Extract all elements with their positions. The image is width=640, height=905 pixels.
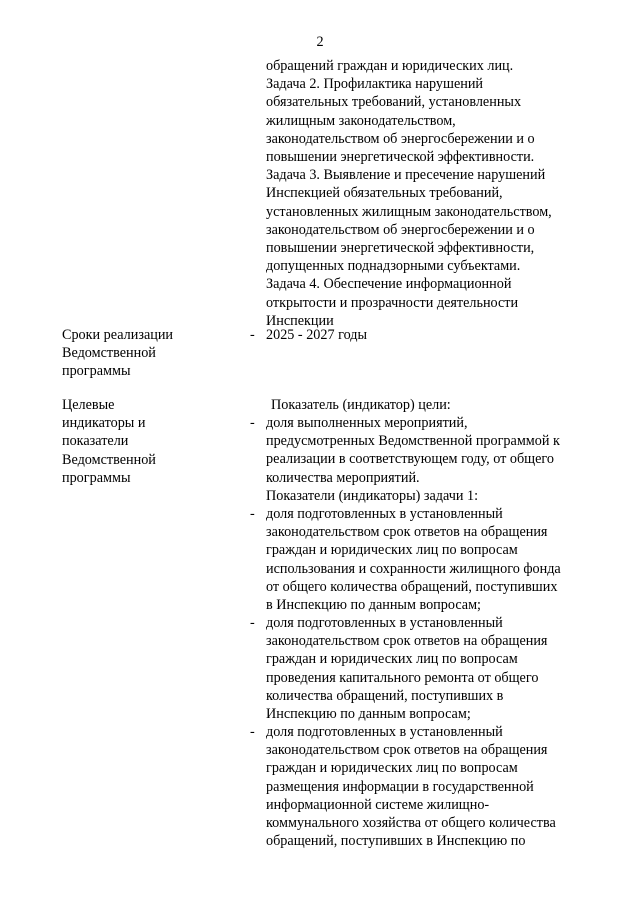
page-number: 2 [316, 34, 324, 50]
text-line: от общего количества обращений, поступивших [266, 578, 558, 595]
text-line: Инспекцию по данным вопросам; [266, 706, 471, 723]
text-line: повышении энергетической эффективности. [266, 149, 535, 166]
text-line: проведения капитального ремонта от общего [266, 669, 539, 686]
tasks-continuation [266, 57, 606, 330]
label-line: программы [62, 363, 131, 380]
task1-item-dash: - [250, 615, 255, 631]
text-line: обращений, поступивших в Инспекцию по [266, 833, 526, 850]
label-line: показатели [62, 433, 129, 450]
text-line: количества обращений, поступивших в [266, 687, 504, 704]
text-line: Показатели (индикаторы) задачи 1: [266, 488, 479, 504]
text-line: граждан и юридических лиц по вопросам [266, 760, 518, 777]
goal-heading [266, 396, 606, 414]
text-line: использования и сохранности жилищного фонда [266, 560, 561, 577]
text-line: законодательством срок ответов на обращения [266, 524, 548, 541]
label-line: программы [62, 469, 131, 486]
label-line: Ведомственной [62, 451, 156, 468]
text-line: повышении энергетической эффективности, [266, 240, 535, 257]
text-line: Инспекции [266, 312, 334, 329]
label-line: Ведомственной [62, 345, 156, 362]
text-line: открытости и прозрачности деятельности [266, 294, 519, 311]
text-line: размещения информации в государственной [266, 778, 534, 795]
text-line: Задача 2. Профилактика нарушений [266, 76, 484, 93]
terms-label [62, 326, 242, 381]
label-line: Целевые [62, 397, 115, 413]
terms-value [266, 326, 606, 344]
task1-item [266, 505, 606, 614]
text-line: коммунального хозяйства от общего количества [266, 815, 556, 832]
text-line: допущенных поднадзорными субъектами. [266, 258, 521, 275]
text-line: информационной системе жилищно- [266, 796, 490, 813]
text-line: в Инспекцию по данным вопросам; [266, 597, 482, 614]
text-line: Показатель (индикатор) цели: [271, 397, 451, 413]
text-line: Инспекцией обязательных требований, [266, 185, 503, 202]
goal-item-dash: - [250, 415, 255, 431]
text-line: законодательством срок ответов на обращения [266, 633, 548, 650]
task1-item-dash: - [250, 724, 255, 740]
text-line: законодательством срок ответов на обращения [266, 742, 548, 759]
text-line: жилищным законодательством, [266, 112, 456, 129]
text-line: предусмотренных Ведомственной программой к [266, 433, 560, 450]
text-line: Задача 4. Обеспечение информационной [266, 276, 512, 293]
text-line: доля подготовленных в установленный [266, 506, 503, 522]
label-line: индикаторы и [62, 415, 146, 432]
text-line: 2025 - 2027 годы [266, 327, 368, 343]
text-line: законодательством об энергосбережении и о [266, 130, 535, 147]
task1-item [266, 723, 606, 850]
text-line: доля подготовленных в установленный [266, 724, 503, 740]
label-line: Сроки реализации [62, 327, 174, 343]
text-line: граждан и юридических лиц по вопросам [266, 542, 518, 559]
text-line: доля выполненных мероприятий, [266, 415, 468, 431]
text-line: обращений граждан и юридических лиц. [266, 58, 514, 74]
text-line: установленных жилищным законодательством, [266, 203, 552, 220]
text-line: Задача 3. Выявление и пресечение нарушений [266, 167, 546, 184]
task1-item-dash: - [250, 506, 255, 522]
indicators-label [62, 396, 242, 487]
task1-heading [266, 487, 606, 505]
task1-item [266, 614, 606, 723]
text-line: законодательством об энергосбережении и о [266, 221, 535, 238]
text-line: доля подготовленных в установленный [266, 615, 503, 631]
text-line: граждан и юридических лиц по вопросам [266, 651, 518, 668]
goal-item [266, 414, 606, 487]
text-line: количества мероприятий. [266, 469, 420, 486]
text-line: реализации в соответствующем году, от общего [266, 451, 554, 468]
terms-dash: - [250, 327, 255, 343]
text-line: обязательных требований, установленных [266, 94, 522, 111]
